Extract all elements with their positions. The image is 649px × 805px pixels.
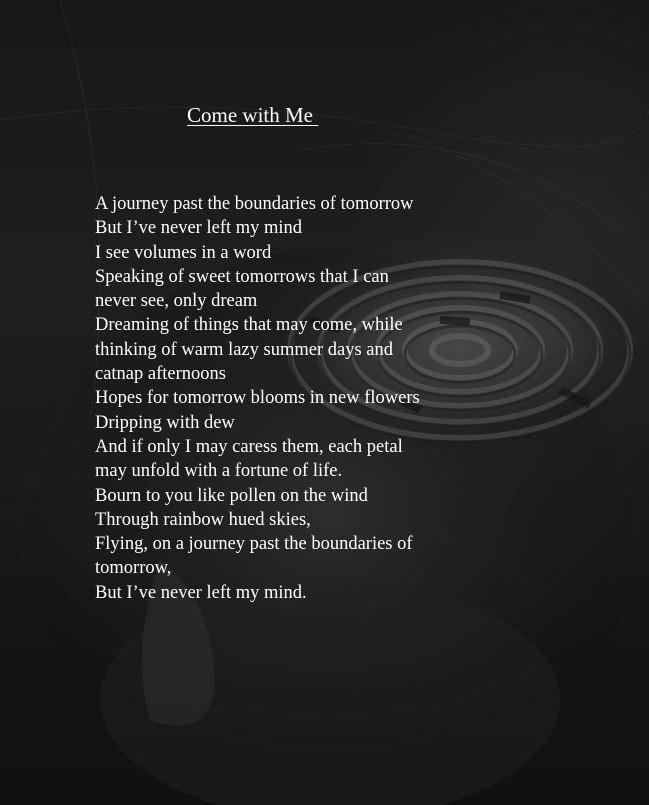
- poem-line: Flying, on a journey past the boundaries of: [95, 534, 413, 555]
- poem-line: Hopes for tomorrow blooms in new flowers: [95, 388, 420, 409]
- poem-line: But I’ve never left my mind: [95, 218, 303, 239]
- poem-line: Dreaming of things that may come, while: [95, 315, 403, 336]
- poem-line: A journey past the boundaries of tomorrow: [95, 194, 414, 214]
- poem-line: Bourn to you like pollen on the wind: [95, 485, 368, 506]
- poem-line: I see volumes in a word: [95, 242, 272, 263]
- poem-line: thinking of warm lazy summer days and: [95, 339, 393, 360]
- poem-line: never see, only dream: [95, 291, 258, 312]
- poem-line: tomorrow,: [95, 558, 172, 579]
- poem-line: Through rainbow hued skies,: [95, 509, 311, 530]
- poem-line: may unfold with a fortune of life.: [95, 461, 343, 482]
- poem-line: But I’ve never left my mind.: [95, 582, 307, 603]
- poem-line: And if only I may caress them, each petal: [95, 436, 403, 457]
- poem-line: Speaking of sweet tomorrows that I can: [95, 266, 389, 287]
- poem-line: Dripping with dew: [95, 412, 235, 433]
- poem-body: [95, 192, 420, 605]
- poem-title: Come with Me: [187, 103, 319, 127]
- poem-line: catnap afternoons: [95, 364, 226, 385]
